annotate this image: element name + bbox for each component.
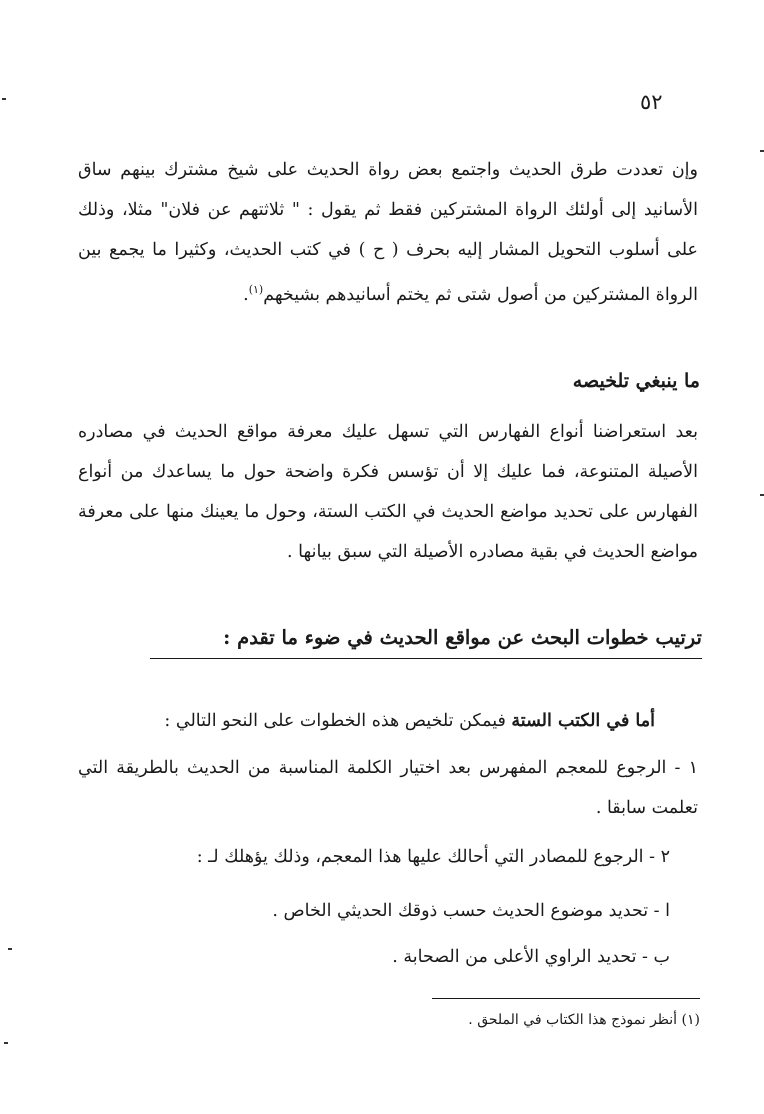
margin-mark-5 <box>4 1042 8 1044</box>
margin-mark-3 <box>760 494 764 496</box>
footnote: (١) أنظر نموذج هذا الكتاب في الملحق . <box>468 1012 700 1028</box>
step-sub-b: ب - تحديد الراوي الأعلى من الصحابة . <box>392 947 670 967</box>
paragraph-isnad-end: . <box>243 284 249 305</box>
step-sub-a: ا - تحديد موضوع الحديث حسب ذوقك الحديثي الخاص . <box>272 901 670 921</box>
step-item-2: ٢ - الرجوع للمصادر التي أحالك عليها هذا المعجم، وذلك يؤهلك لـ : <box>196 847 670 867</box>
heading-summary: ما ينبغي تلخيصه <box>572 370 700 392</box>
paragraph-isnad <box>78 150 698 315</box>
footnote-separator <box>432 998 700 999</box>
intro-rest: فيمكن تلخيص هذه الخطوات على النحو التالي : <box>164 711 512 731</box>
page-number: ٥٢ <box>640 90 663 114</box>
paragraph-indexes: بعد استعراضنا أنواع الفهارس التي تسهل عليك معرفة مواقع الحديث في مصادره الأصيلة المتنوعة، فما عليك إلا أن تؤسس فكرة واضحة حول ما يساعدك من أنواع الفهارس على تحديد مواضع الحديث في الكتب الستة، وحول ما يعينك منها على معرفة مواضع الحديث في بقية مصادره الأصيلة التي سبق بيانها . <box>78 422 698 562</box>
intro-bold-label: أما في الكتب الستة <box>511 711 655 731</box>
margin-mark-2 <box>760 150 764 152</box>
step-item-1: ١ - الرجوع للمعجم المفهرس بعد اختيار الكلمة المناسبة من الحديث بالطريقة التي تعلمت سابقا . <box>78 758 698 818</box>
intro-six-books <box>110 706 655 736</box>
margin-mark-4 <box>8 948 12 950</box>
heading-steps: ترتيب خطوات البحث عن مواقع الحديث في ضوء ما تقدم : <box>223 626 702 649</box>
paragraph-isnad-text: وإن تعددت طرق الحديث واجتمع بعض رواة الحديث على شيخ مشترك بينهم ساق الأسانيد إلى أولئك الرواة المشتركين فقط ثم يقول : " ثلاثتهم عن فلان" مثلا، وذلك على أسلوب التحويل المشار إليه بحرف ( ح ) في كتب الحديث، وكثيرا ما يجمع بين الرواة المشتركين من أصول شتى ثم يختم أسانيدهم بشيخهم <box>78 160 698 305</box>
margin-mark-1 <box>2 98 6 100</box>
footnote-ref: (١) <box>248 283 264 296</box>
heading-underline <box>150 658 702 659</box>
